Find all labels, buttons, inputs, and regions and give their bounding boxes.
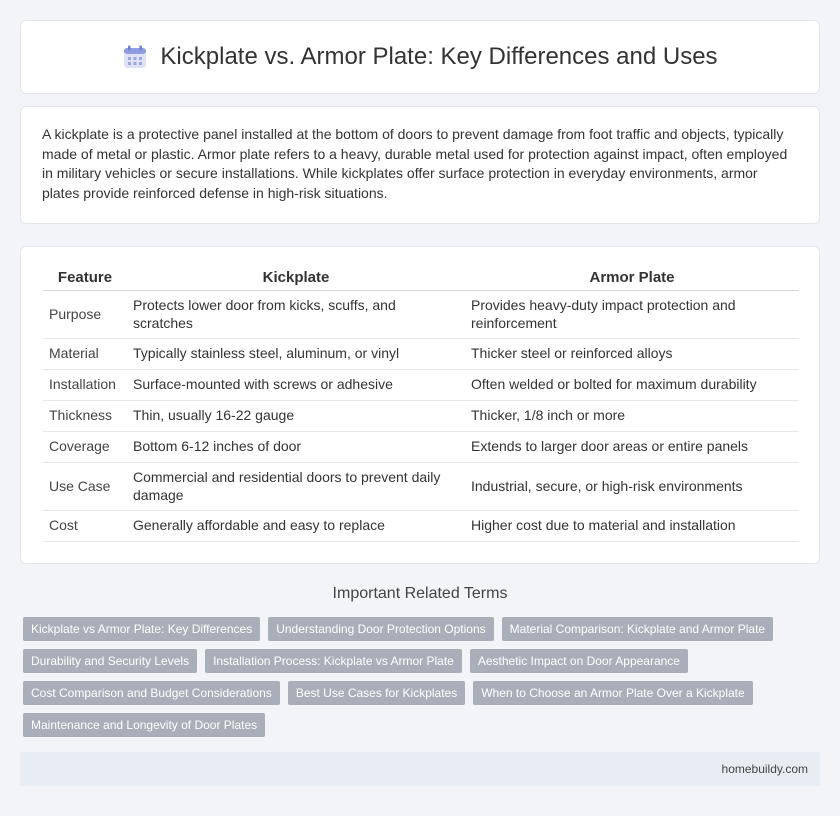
table-row xyxy=(43,463,799,511)
cell-feature: Use Case xyxy=(43,463,127,511)
cell-armor-plate: Often welded or bolted for maximum durability xyxy=(465,370,799,401)
intro-text: A kickplate is a protective panel installed at the bottom of doors to prevent damage from foot traffic and objects, typically made of metal or plastic. Armor plate refers to a heavy, durable metal used for protection against impact, often employed in military vehicles or secure installations. While kickplates offer surface protection in everyday environments, armor plates provide reinforced defense in high-risk situations. xyxy=(42,126,788,201)
header-armor-plate: Armor Plate xyxy=(465,265,799,291)
cell-feature: Cost xyxy=(43,511,127,542)
related-term-tag[interactable]: When to Choose an Armor Plate Over a Kickplate xyxy=(473,681,752,705)
cell-kickplate: Typically stainless steel, aluminum, or vinyl xyxy=(127,339,465,370)
related-terms-title: Important Related Terms xyxy=(332,585,508,602)
comparison-table xyxy=(43,265,799,542)
cell-armor-plate: Higher cost due to material and installation xyxy=(465,511,799,542)
page-title: Kickplate vs. Armor Plate: Key Differences and Uses xyxy=(160,43,718,70)
related-term-tag[interactable]: Kickplate vs Armor Plate: Key Differences xyxy=(23,617,260,641)
cell-kickplate: Bottom 6-12 inches of door xyxy=(127,432,465,463)
table-row xyxy=(43,432,799,463)
cell-armor-plate: Extends to larger door areas or entire panels xyxy=(465,432,799,463)
related-term-tag[interactable]: Understanding Door Protection Options xyxy=(268,617,493,641)
cell-armor-plate: Thicker, 1/8 inch or more xyxy=(465,401,799,432)
related-term-tag[interactable]: Maintenance and Longevity of Door Plates xyxy=(23,713,265,737)
cell-feature: Coverage xyxy=(43,432,127,463)
header-feature: Feature xyxy=(43,265,127,291)
calendar-icon xyxy=(122,44,148,70)
cell-kickplate: Surface-mounted with screws or adhesive xyxy=(127,370,465,401)
cell-armor-plate: Provides heavy-duty impact protection and reinforcement xyxy=(465,291,799,339)
footer xyxy=(20,752,820,786)
table-row xyxy=(43,401,799,432)
table-row xyxy=(43,291,799,339)
intro-card xyxy=(20,106,820,224)
cell-kickplate: Thin, usually 16-22 gauge xyxy=(127,401,465,432)
cell-kickplate: Protects lower door from kicks, scuffs, and scratches xyxy=(127,291,465,339)
cell-feature: Purpose xyxy=(43,291,127,339)
related-terms-list xyxy=(23,617,813,737)
comparison-table-card xyxy=(20,246,820,564)
cell-feature: Thickness xyxy=(43,401,127,432)
table-row xyxy=(43,339,799,370)
table-row xyxy=(43,370,799,401)
related-term-tag[interactable]: Best Use Cases for Kickplates xyxy=(288,681,465,705)
table-row xyxy=(43,511,799,542)
related-term-tag[interactable]: Aesthetic Impact on Door Appearance xyxy=(470,649,688,673)
cell-kickplate: Generally affordable and easy to replace xyxy=(127,511,465,542)
cell-armor-plate: Industrial, secure, or high-risk environments xyxy=(465,463,799,511)
table-header-row xyxy=(43,265,799,291)
related-term-tag[interactable]: Material Comparison: Kickplate and Armor Plate xyxy=(502,617,773,641)
cell-armor-plate: Thicker steel or reinforced alloys xyxy=(465,339,799,370)
title-card xyxy=(20,20,820,94)
cell-feature: Material xyxy=(43,339,127,370)
related-term-tag[interactable]: Cost Comparison and Budget Considerations xyxy=(23,681,280,705)
footer-site-link[interactable]: homebuildy.com xyxy=(721,762,808,776)
related-term-tag[interactable]: Installation Process: Kickplate vs Armor Plate xyxy=(205,649,462,673)
cell-kickplate: Commercial and residential doors to prevent daily damage xyxy=(127,463,465,511)
related-term-tag[interactable]: Durability and Security Levels xyxy=(23,649,197,673)
cell-feature: Installation xyxy=(43,370,127,401)
header-kickplate: Kickplate xyxy=(127,265,465,291)
